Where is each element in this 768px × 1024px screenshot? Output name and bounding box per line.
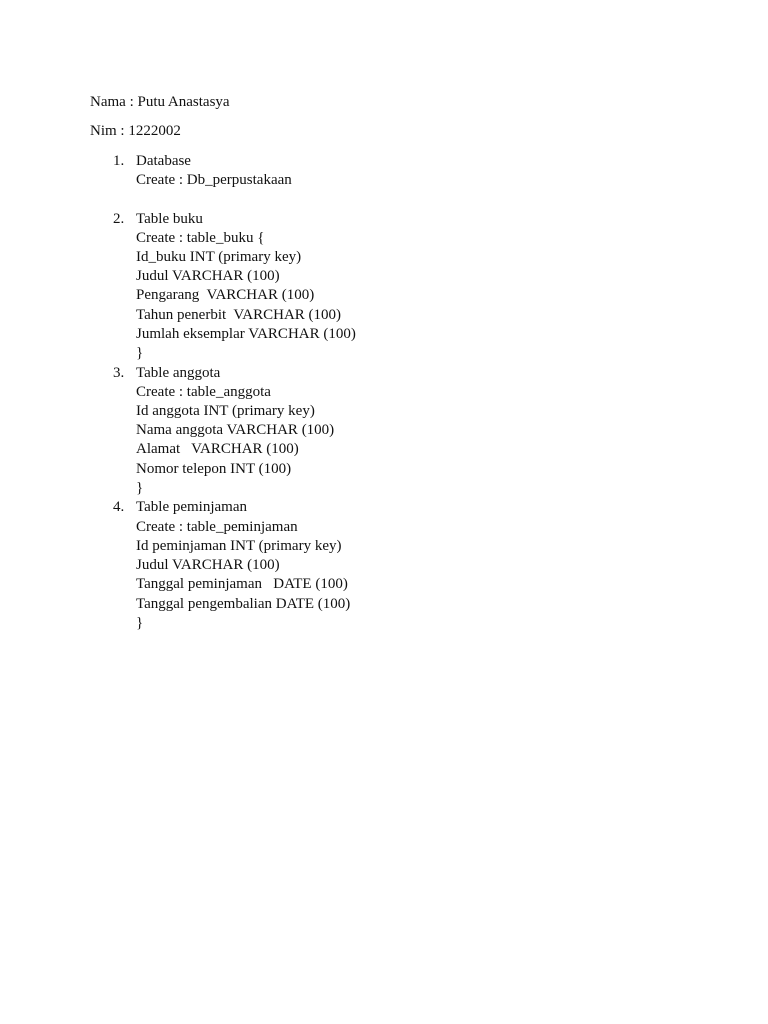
- list-item-line: Pengarang VARCHAR (100): [136, 287, 315, 303]
- list-item-line: }: [136, 345, 144, 361]
- list-item-number: 1.: [113, 153, 125, 169]
- list-item-line: Judul VARCHAR (100): [136, 268, 280, 284]
- list-item-line: Create : Db_perpustakaan: [136, 172, 292, 188]
- list-item-line: Create : table_buku {: [136, 230, 265, 246]
- list-item-number: 3.: [113, 365, 125, 381]
- list-item-line: }: [136, 480, 144, 496]
- list-item-line: }: [136, 615, 144, 631]
- list-item-number: 4.: [113, 499, 125, 515]
- list-item-line: Table peminjaman: [136, 499, 247, 515]
- list-item-line: Create : table_anggota: [136, 384, 271, 400]
- list-item-line: Tanggal peminjaman DATE (100): [136, 576, 348, 592]
- list-item-line: Judul VARCHAR (100): [136, 557, 280, 573]
- list-item-line: Database: [136, 153, 191, 169]
- list-item-line: Table anggota: [136, 365, 221, 381]
- list-item-line: Alamat VARCHAR (100): [136, 441, 299, 457]
- list-item-line: Id peminjaman INT (primary key): [136, 538, 342, 554]
- student-name: Nama : Putu Anastasya: [90, 94, 230, 110]
- student-nim: Nim : 1222002: [90, 123, 181, 139]
- list-item-line: Nama anggota VARCHAR (100): [136, 422, 335, 438]
- list-item-line: Id_buku INT (primary key): [136, 249, 302, 265]
- list-item-line: Table buku: [136, 211, 203, 227]
- list-item-line: Id anggota INT (primary key): [136, 403, 315, 419]
- list-item-line: Create : table_peminjaman: [136, 519, 298, 535]
- list-item-line: Tanggal pengembalian DATE (100): [136, 596, 351, 612]
- list-item-number: 2.: [113, 211, 125, 227]
- list-item-line: Jumlah eksemplar VARCHAR (100): [136, 326, 356, 342]
- list-item-line: Tahun penerbit VARCHAR (100): [136, 307, 342, 323]
- list-item-line: Nomor telepon INT (100): [136, 461, 292, 477]
